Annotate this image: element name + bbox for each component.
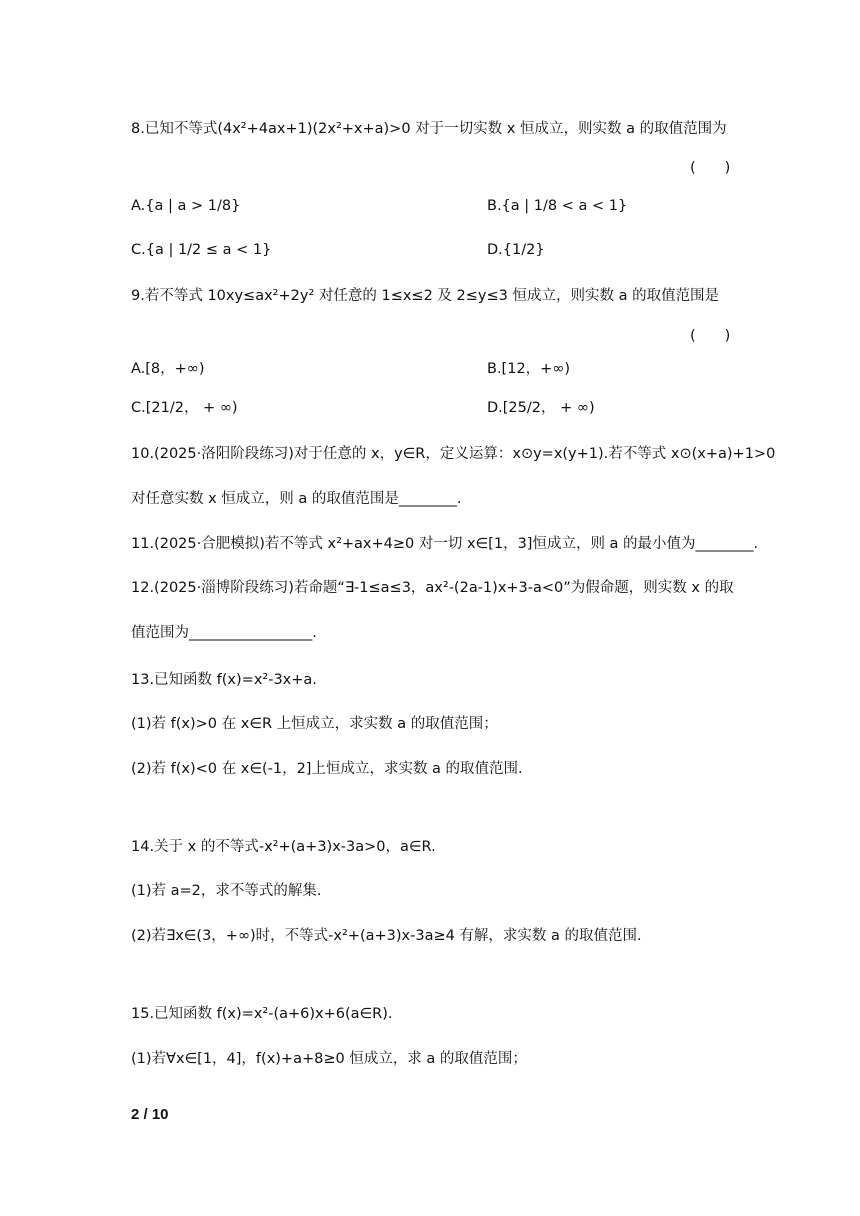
problem-15-stem: 15.已知函数 f(x)=x²-(a+6)x+6(a∈R). — [131, 1006, 393, 1022]
problem-15-question-1: (1)若∀x∈[1，4]，f(x)+a+8≥0 恒成立，求 a 的取值范围； — [131, 1051, 527, 1067]
problem-8-option-d: D.{1/2} — [487, 242, 545, 258]
problem-10-line-1: 10.(2025·洛阳阶段练习)对于任意的 x，y∈R，定义运算：x⊙y=x(y+1).若不等式 x⊙(x+a)+1>0 — [131, 446, 776, 462]
problem-8-option-a: A.{a | a > 1/8} — [131, 198, 241, 214]
problem-8-answer-paren: ( ) — [690, 160, 731, 176]
problem-10-line-2: 对任意实数 x 恒成立，则 a 的取值范围是________. — [131, 491, 462, 507]
problem-12-line-2: 值范围为_________________. — [131, 625, 317, 641]
problem-12-line-1: 12.(2025·淄博阶段练习)若命题“∃-1≤a≤3，ax²-(2a-1)x+3-a<0”为假命题，则实数 x 的取 — [131, 580, 734, 596]
problem-11-line-1: 11.(2025·合肥模拟)若不等式 x²+ax+4≥0 对一切 x∈[1，3]恒成立，则 a 的最小值为________. — [131, 536, 759, 552]
problem-14-question-1: (1)若 a=2，求不等式的解集. — [131, 883, 322, 899]
problem-8-option-c: C.{a | 1/2 ≤ a < 1} — [131, 242, 272, 258]
problem-13-stem: 13.已知函数 f(x)=x²-3x+a. — [131, 672, 317, 688]
problem-13-question-2: (2)若 f(x)<0 在 x∈(-1，2]上恒成立，求实数 a 的取值范围. — [131, 761, 523, 777]
problem-9-option-b: B.[12，+∞) — [487, 361, 571, 377]
problem-13-question-1: (1)若 f(x)>0 在 x∈R 上恒成立，求实数 a 的取值范围； — [131, 716, 498, 732]
problem-8-option-b: B.{a | 1/8 < a < 1} — [487, 198, 628, 214]
page-number: 2 / 10 — [131, 1106, 169, 1123]
problem-14-stem: 14.关于 x 的不等式-x²+(a+3)x-3a>0，a∈R. — [131, 839, 436, 855]
problem-9-option-c: C.[21/2， + ∞) — [131, 400, 238, 416]
problem-14-question-2: (2)若∃x∈(3，+∞)时，不等式-x²+(a+3)x-3a≥4 有解，求实数 a 的取值范围. — [131, 928, 642, 944]
problem-8-stem: 8.已知不等式(4x²+4ax+1)(2x²+x+a)>0 对于一切实数 x 恒成立，则实数 a 的取值范围为 — [131, 121, 727, 137]
problem-9-option-d: D.[25/2， + ∞) — [487, 400, 595, 416]
problem-9-answer-paren: ( ) — [690, 328, 731, 344]
problem-9-option-a: A.[8，+∞) — [131, 361, 205, 377]
problem-9-stem: 9.若不等式 10xy≤ax²+2y² 对任意的 1≤x≤2 及 2≤y≤3 恒成立，则实数 a 的取值范围是 — [131, 288, 720, 304]
